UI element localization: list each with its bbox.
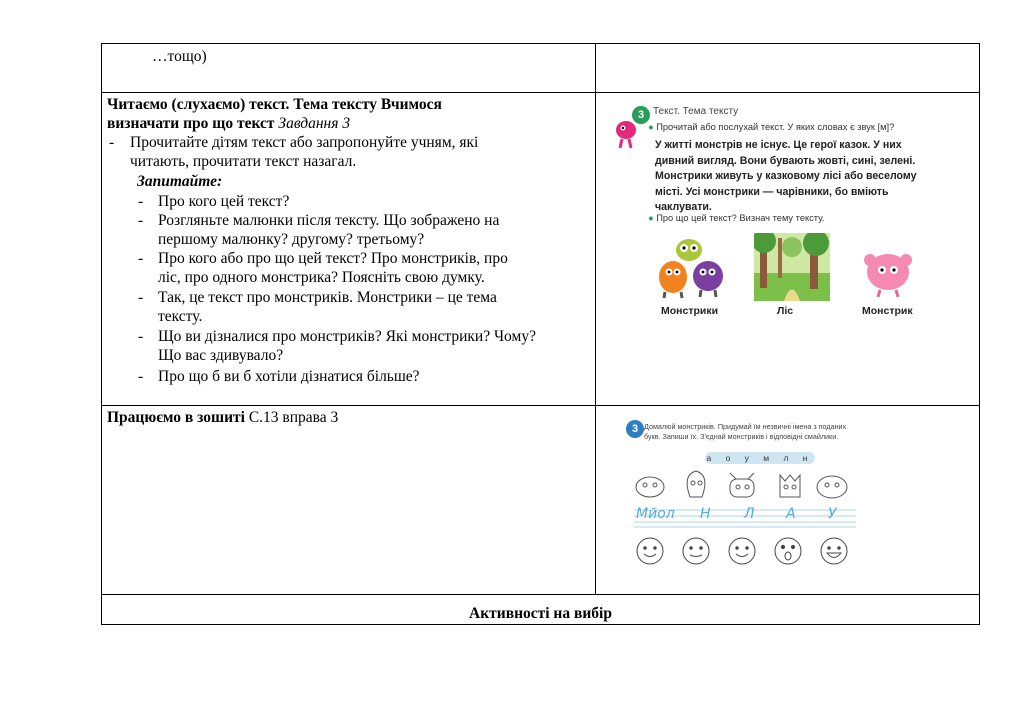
ask-label: Запитайте: [137, 173, 223, 190]
row2-heading [107, 408, 338, 427]
row1-heading-bold2: визначати про що текст [107, 115, 275, 132]
row0-text: …тощо) [152, 48, 207, 65]
written-names [636, 506, 858, 526]
table-row-divider-3 [101, 594, 980, 595]
table-row-divider-1 [101, 92, 980, 93]
row2-heading-bold: Працюємо в зошиті [107, 409, 245, 426]
question-5-line-2: Що вас здивувало? [158, 347, 284, 364]
written-name-4: А [786, 506, 796, 522]
letters-bar: а о у м л н [706, 453, 814, 463]
written-name-1: Мйол [636, 506, 675, 522]
written-name-2: Н [700, 506, 711, 522]
written-name-3: Л [744, 506, 755, 522]
monsters-group-picture [656, 232, 736, 302]
caption-forest: Ліс [777, 305, 794, 317]
monster-outlines-picture [630, 465, 856, 505]
caption-monsters: Монстрики [661, 305, 719, 317]
task-number-badge: 3 [632, 106, 650, 124]
table-border-right [979, 43, 980, 625]
textbook-title: Текст. Тема тексту [653, 106, 739, 117]
intro-line-1: Прочитайте дітям текст або запропонуйте учням, які [130, 134, 479, 151]
task-number-badge: 3 [626, 420, 644, 438]
table-border-left [101, 43, 102, 625]
workbook-page-image [622, 415, 862, 570]
question-4-line-2: тексту. [158, 308, 203, 325]
textbook-prompt-2: ● Про що цей текст? Визнач тему тексту. [648, 213, 825, 223]
workbook-instruction: Домалюй монстриків. Придумай їм незвичні імена з поданих букв. Запиши їх. З'єднай монстриків і відповідні смайлики. [644, 422, 847, 441]
question-dash: - [138, 212, 144, 229]
question-5-line-1: Що ви дізналися про монстриків? Які монстрики? Чому? [158, 328, 536, 345]
row1-heading-line1: Читаємо (слухаємо) текст. Тема тексту Вчимося [107, 96, 442, 113]
textbook-story: У житті монстрів не існує. Це герої казок. У них дивний вигляд. Вони бувають жовті, сині, зелені. Монстрики живуть у казковому лісі або веселому місті. Усі монстрики — чарівники, бо вміють чаклувати. [655, 139, 917, 214]
caption-monster: Монстрик [862, 305, 913, 317]
intro-dash: - [109, 134, 115, 151]
question-2-line-2: першому малюнку? другому? третьому? [158, 231, 425, 248]
question-3-line-1: Про кого або про що цей текст? Про монстриків, про [158, 250, 508, 267]
textbook-prompt-1: ● Прочитай або послухай текст. У яких словах є звук [м]? [648, 122, 895, 132]
question-dash: - [138, 368, 144, 385]
question-dash: - [138, 250, 144, 267]
table-border-bottom [101, 624, 980, 625]
table-border-top [101, 43, 980, 44]
question-dash: - [138, 193, 144, 210]
smiley-faces-icon [632, 535, 858, 567]
row2-heading-rest: С.13 вправа 3 [244, 409, 339, 426]
written-name-5: У [828, 506, 837, 522]
pink-monster-mascot-icon [614, 118, 640, 150]
intro-line-2: читають, прочитати текст назагал. [130, 153, 357, 170]
single-monster-picture [862, 250, 914, 298]
table-column-divider [595, 43, 596, 594]
question-dash: - [138, 289, 144, 306]
row1-heading-line2 [107, 114, 350, 133]
textbook-page-image [612, 100, 932, 325]
question-3-line-2: ліс, про одного монстрика? Поясніть свою думку. [158, 269, 485, 286]
question-1-line-1: Про кого цей текст? [158, 193, 290, 210]
question-6-line-1: Про що б ви б хотіли дізнатися більше? [158, 368, 420, 385]
forest-picture [754, 233, 830, 301]
question-2-line-1: Розгляньте малюнки після тексту. Що зображено на [158, 212, 500, 229]
question-dash: - [138, 328, 144, 345]
row3-text: Активності на вибір [469, 605, 612, 622]
table-row-divider-2 [101, 405, 980, 406]
row1-task-label: Завдання 3 [278, 115, 351, 132]
question-4-line-1: Так, це текст про монстриків. Монстрики – це тема [158, 289, 497, 306]
